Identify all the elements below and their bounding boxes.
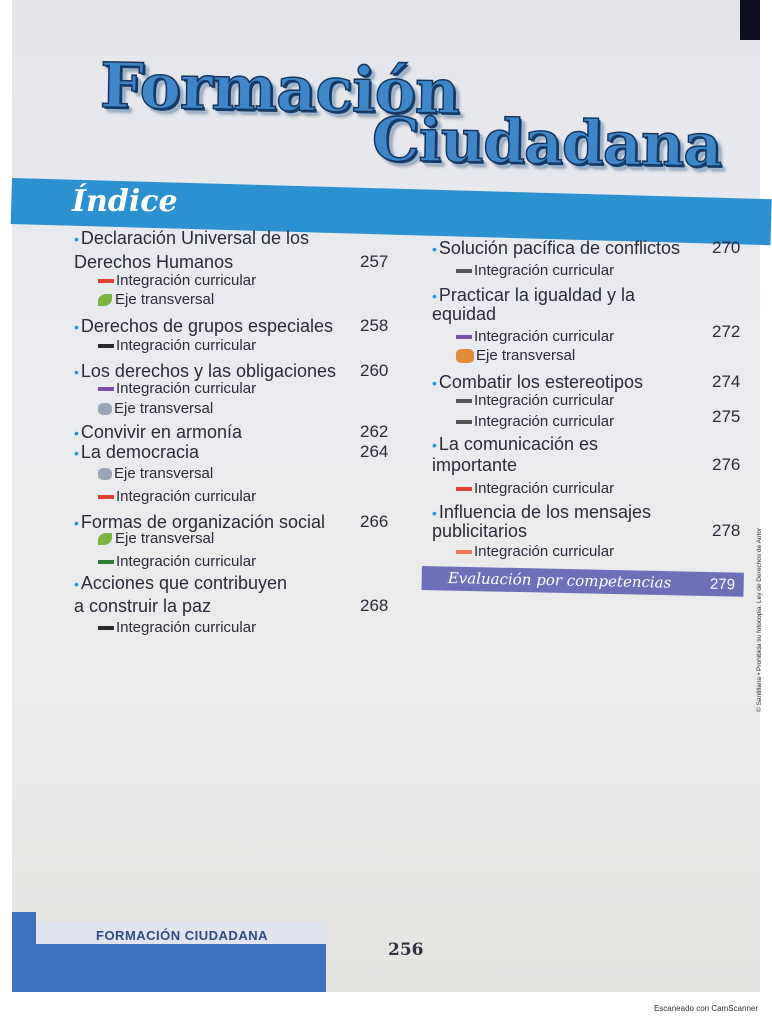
toc-left-row[interactable] — [98, 272, 256, 289]
toc-page-number: 257 — [360, 252, 389, 271]
book-page — [12, 0, 763, 992]
toc-entry-text: Influencia de los mensajes — [438, 502, 652, 522]
title-line-2: Ciudadana — [371, 104, 722, 182]
toc-entry-text: Los derechos y las obligaciones — [80, 361, 337, 381]
toc-left-row[interactable] — [98, 291, 214, 308]
toc-entry-text: Integración curricular — [116, 380, 257, 397]
bullet-icon: • — [74, 445, 79, 461]
bullet-icon: • — [74, 231, 79, 247]
toc-entry-text: Integración curricular — [474, 413, 615, 430]
toc-left-row[interactable] — [74, 228, 309, 249]
copyright-notice: © Santillana • Prohibida su fotocopia. Ley de Derechos de Autor — [756, 527, 763, 712]
evaluation-label[interactable]: Evaluación por competencias — [447, 569, 672, 592]
toc-left-row[interactable] — [98, 380, 256, 397]
toc-right-row[interactable] — [432, 434, 598, 455]
evaluation-page: 279 — [709, 575, 736, 594]
toc-left-row[interactable] — [98, 619, 256, 636]
bullet-icon: • — [74, 515, 79, 531]
toc-page-number: 266 — [360, 512, 389, 531]
toc-right-row[interactable] — [432, 502, 651, 523]
curriculum-marker-icon — [98, 279, 114, 283]
bullet-icon: • — [432, 437, 437, 453]
toc-page-number: 258 — [360, 316, 389, 335]
page-corner-shadow — [740, 0, 760, 40]
toc-right-row[interactable] — [432, 372, 643, 393]
bullet-icon: • — [432, 375, 437, 391]
footer-tab — [12, 912, 36, 946]
toc-left-row[interactable] — [74, 361, 336, 382]
toc-page-number: 264 — [360, 442, 389, 461]
toc-entry-text: Acciones que contribuyen — [80, 573, 288, 593]
toc-entry-text: Solución pacífica de conflictos — [438, 238, 681, 258]
bullet-icon: • — [74, 364, 79, 380]
toc-page-number: 276 — [712, 455, 741, 474]
toc-left-row[interactable] — [74, 442, 199, 463]
toc-entry-text: Integración curricular — [474, 328, 615, 345]
toc-page-number: 272 — [712, 322, 741, 341]
curriculum-marker-icon — [456, 269, 472, 273]
toc-right-row[interactable] — [456, 392, 614, 409]
toc-left-row[interactable] — [74, 422, 242, 443]
toc-entry-text: Integración curricular — [116, 619, 257, 636]
toc-entry-text: Eje transversal — [114, 465, 214, 482]
toc-entry-text: Declaración Universal de los — [80, 228, 310, 248]
toc-page-number: 268 — [360, 596, 389, 615]
toc-left-row[interactable] — [98, 465, 213, 482]
scales-icon — [456, 349, 474, 363]
toc-entry-text: a construir la paz — [74, 596, 212, 616]
toc-entry-text: La comunicación es — [438, 434, 598, 454]
curriculum-marker-icon — [98, 626, 114, 630]
toc-entry-text: Derechos Humanos — [74, 252, 234, 272]
toc-entry-text: importante — [432, 455, 518, 475]
index-heading: Índice — [72, 184, 178, 219]
toc-page-number: 260 — [360, 361, 389, 380]
toc-left-row[interactable] — [98, 337, 256, 354]
toc-right-row[interactable] — [432, 285, 635, 306]
toc-left-row[interactable] — [98, 400, 213, 417]
title-line-1: Formación — [99, 48, 460, 129]
toc-page-number: 262 — [360, 422, 389, 441]
curriculum-marker-icon — [98, 344, 114, 348]
curriculum-marker-icon — [98, 560, 114, 564]
footer-page-number: 256 — [388, 940, 424, 960]
toc-right-row[interactable] — [432, 455, 517, 476]
toc-right-row[interactable] — [456, 480, 614, 497]
bullet-icon: • — [432, 505, 437, 521]
toc-page-number: 270 — [712, 238, 741, 257]
curriculum-marker-icon — [456, 550, 472, 554]
toc-right-row[interactable] — [456, 262, 614, 279]
toc-left-row[interactable] — [74, 252, 233, 273]
curriculum-marker-icon — [456, 487, 472, 491]
curriculum-marker-icon — [456, 420, 472, 424]
toc-page-number: 278 — [712, 521, 741, 540]
toc-entry-text: Integración curricular — [474, 392, 615, 409]
toc-entry-text: Integración curricular — [116, 337, 257, 354]
toc-entry-text: Combatir los estereotipos — [438, 372, 643, 392]
toc-page-number: 275 — [712, 407, 741, 426]
bullet-icon: • — [432, 288, 437, 304]
toc-right-row[interactable] — [432, 304, 496, 325]
people-icon — [98, 468, 112, 480]
toc-right-row[interactable] — [456, 413, 614, 430]
toc-right-row[interactable] — [456, 328, 614, 345]
toc-entry-text: Practicar la igualdad y la — [438, 285, 636, 305]
curriculum-marker-icon — [456, 399, 472, 403]
toc-entry-text: Integración curricular — [474, 262, 615, 279]
curriculum-marker-icon — [98, 387, 114, 391]
toc-left-row[interactable] — [98, 553, 256, 570]
toc-entry-text: Integración curricular — [116, 553, 257, 570]
toc-entry-text: Integración curricular — [116, 488, 257, 505]
bullet-icon: • — [74, 425, 79, 441]
scanner-note: Escaneado con CamScanner — [653, 1004, 758, 1013]
toc-entry-text: La democracia — [80, 442, 199, 462]
toc-right-row[interactable] — [456, 543, 614, 560]
toc-left-row[interactable] — [98, 488, 256, 505]
curriculum-marker-icon — [456, 335, 472, 339]
leaf-icon — [98, 294, 112, 306]
toc-left-row[interactable] — [74, 596, 211, 617]
toc-entry-text: Convivir en armonía — [80, 422, 242, 442]
toc-left-row[interactable] — [74, 316, 333, 337]
footer-section: FORMACIÓN CIUDADANA — [96, 928, 268, 943]
toc-entry-text: Eje transversal — [115, 530, 215, 547]
toc-entry-text: publicitarios — [432, 521, 528, 541]
footer-bar — [12, 944, 326, 992]
toc-entry-text: Eje transversal — [476, 347, 576, 364]
toc-entry-text: Formas de organización social — [80, 512, 326, 532]
toc-entry-text: Integración curricular — [474, 480, 615, 497]
people-icon — [98, 403, 112, 415]
toc-entry-text: Integración curricular — [116, 272, 257, 289]
curriculum-marker-icon — [98, 495, 114, 499]
toc-page-number: 274 — [712, 372, 741, 391]
toc-entry-text: equidad — [432, 304, 497, 324]
toc-entry-text: Integración curricular — [474, 543, 615, 560]
toc-left-row[interactable] — [74, 573, 287, 594]
bullet-icon: • — [74, 319, 79, 335]
toc-right-row[interactable] — [432, 238, 680, 259]
toc-entry-text: Eje transversal — [115, 291, 215, 308]
bullet-icon: • — [74, 576, 79, 592]
toc-left-row[interactable] — [98, 530, 214, 547]
toc-right-row[interactable] — [432, 521, 527, 542]
toc-right-row[interactable] — [456, 347, 575, 364]
toc-entry-text: Eje transversal — [114, 400, 214, 417]
leaf-icon — [98, 533, 112, 545]
toc-entry-text: Derechos de grupos especiales — [80, 316, 334, 336]
bullet-icon: • — [432, 241, 437, 257]
